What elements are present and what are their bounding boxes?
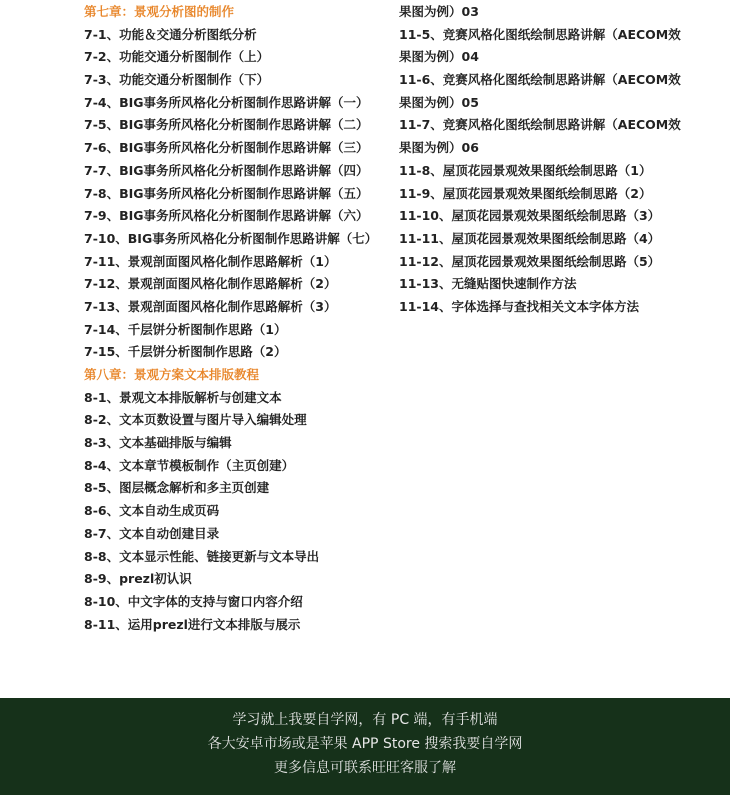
lesson-item: 果图为例）05	[399, 94, 479, 110]
lesson-item: 8-5、图层概念解析和多主页创建	[84, 480, 270, 496]
lesson-item: 7-10、BIG事务所风格化分析图制作思路讲解（七）	[84, 230, 378, 246]
lesson-item: 7-11、景观剖面图风格化制作思路解析（1）	[84, 253, 337, 269]
lesson-item: 11-9、屋顶花园景观效果图纸绘制思路（2）	[399, 185, 652, 201]
lesson-item: 果图为例）06	[399, 140, 479, 156]
lesson-item: 7-2、功能交通分析图制作（上）	[84, 49, 270, 65]
lesson-item: 11-10、屋顶花园景观效果图纸绘制思路（3）	[399, 208, 661, 224]
lesson-item: 8-4、文本章节模板制作（主页创建）	[84, 457, 295, 473]
lesson-item: 7-8、BIG事务所风格化分析图制作思路讲解（五）	[84, 185, 369, 201]
lesson-item: 8-8、文本显示性能、链接更新与文本导出	[84, 548, 320, 564]
lesson-item: 7-7、BIG事务所风格化分析图制作思路讲解（四）	[84, 162, 369, 178]
lesson-item: 7-9、BIG事务所风格化分析图制作思路讲解（六）	[84, 208, 369, 224]
lesson-item: 7-13、景观剖面图风格化制作思路解析（3）	[84, 298, 337, 314]
right-column	[399, 1, 699, 319]
lesson-item: 7-1、功能＆交通分析图纸分析	[84, 26, 257, 42]
lesson-item: 11-7、竞赛风格化图纸绘制思路讲解（AECOM效	[399, 117, 681, 133]
lesson-item: 7-4、BIG事务所风格化分析图制作思路讲解（一）	[84, 94, 369, 110]
footer-line-3: 更多信息可联系旺旺客服了解	[274, 760, 456, 776]
lesson-item: 果图为例）04	[399, 49, 479, 65]
lesson-item: 8-10、中文字体的支持与窗口内容介绍	[84, 593, 303, 609]
lesson-item: 7-5、BIG事务所风格化分析图制作思路讲解（二）	[84, 117, 369, 133]
chapter-heading: 第八章：景观方案文本排版教程	[84, 367, 260, 382]
lesson-item: 11-12、屋顶花园景观效果图纸绘制思路（5）	[399, 253, 661, 269]
lesson-item: 7-14、千层饼分析图制作思路（1）	[84, 321, 287, 337]
footer-line-1: 学习就上我要自学网，有 PC 端，有手机端	[232, 712, 498, 728]
lesson-item: 11-8、屋顶花园景观效果图纸绘制思路（1）	[399, 162, 652, 178]
lesson-item: 8-3、文本基础排版与编辑	[84, 435, 232, 451]
lesson-item: 果图为例）03	[399, 4, 479, 19]
left-column	[84, 1, 394, 636]
lesson-item: 11-14、字体选择与查找相关文本字体方法	[399, 298, 639, 314]
lesson-item: 7-6、BIG事务所风格化分析图制作思路讲解（三）	[84, 140, 369, 156]
lesson-item: 8-7、文本自动创建目录	[84, 525, 220, 541]
footer-line-2: 各大安卓市场或是苹果 APP Store 搜索我要自学网	[207, 736, 523, 752]
lesson-item: 8-9、prezl初认识	[84, 571, 192, 587]
lesson-item: 11-13、无缝贴图快速制作方法	[399, 276, 577, 292]
lesson-item: 8-6、文本自动生成页码	[84, 503, 220, 519]
lesson-item: 8-2、文本页数设置与图片导入编辑处理	[84, 412, 307, 428]
lesson-item: 8-1、景观文本排版解析与创建文本	[84, 389, 282, 405]
footer-banner	[0, 698, 730, 795]
lesson-item: 11-5、竞赛风格化图纸绘制思路讲解（AECOM效	[399, 26, 681, 42]
lesson-item: 8-11、运用prezl进行文本排版与展示	[84, 616, 301, 632]
lesson-item: 11-6、竞赛风格化图纸绘制思路讲解（AECOM效	[399, 72, 681, 88]
lesson-item: 7-12、景观剖面图风格化制作思路解析（2）	[84, 276, 337, 292]
lesson-item: 7-15、千层饼分析图制作思路（2）	[84, 344, 287, 360]
lesson-item: 11-11、屋顶花园景观效果图纸绘制思路（4）	[399, 230, 661, 246]
chapter-heading: 第七章：景观分析图的制作	[84, 4, 235, 19]
lesson-item: 7-3、功能交通分析图制作（下）	[84, 72, 270, 88]
